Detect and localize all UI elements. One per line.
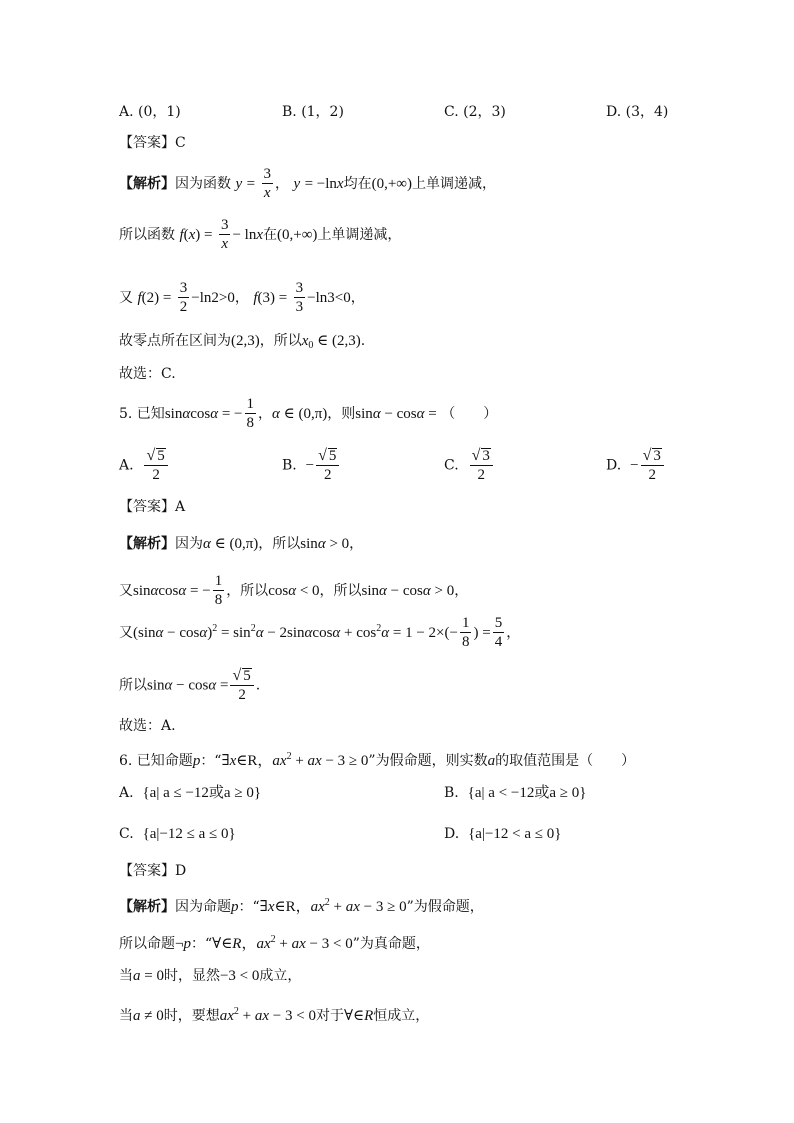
q6-option-d: D. {a|−12 < a ≤ 0} <box>444 826 562 842</box>
q5-analysis-line-1: 【解析】因为α ∈ (0,π)，所以sinα > 0， <box>119 536 364 552</box>
q4-answer: 【答案】C <box>119 135 186 151</box>
q5-analysis-line-2: 又sinαcosα = − $\frac{1}{8}$ ，所以cosα < 0，所以sinα − cosα > 0， <box>119 573 469 608</box>
q6-analysis-line-1: 【解析】因为命题p：“∃x∈R，$ax^2$ + ax − 3 ≥ 0”为假命题， <box>119 897 484 915</box>
q6-analysis-line-2: 所以命题¬p：“∀∈R，$ax^2$ + ax − 3 < 0”为真命题， <box>119 934 430 952</box>
q4-option-a: A. (0，1) <box>119 104 181 120</box>
q4-analysis-line-3: 又 f(2) = $\frac{3}{2}$ −ln2>0， f(3) = $\frac{3}{3}$ −ln3<0， <box>119 280 365 315</box>
q6-option-b: B. {a| a < −12或a ≥ 0} <box>444 785 587 801</box>
q5-option-c: C. $\frac{√ 3}{2}$ <box>444 448 495 483</box>
q5-analysis-line-4: 所以sinα − cosα = $\frac{√ 5}{2}$ . <box>119 667 261 703</box>
q6-analysis-line-4: 当a ≠ 0时，要想$ax^2$ + ax − 3 < 0对于∀∈R恒成立， <box>119 1006 430 1024</box>
q4-choose: 故选：C. <box>119 366 176 382</box>
q4-option-d: D. (3，4) <box>606 104 669 120</box>
q5-choose: 故选：A. <box>119 718 176 734</box>
q6-option-c: C. {a|−12 ≤ a ≤ 0} <box>119 826 236 842</box>
q5-stem: 5. 已知sinαcosα = − $\frac{1}{8}$ ，α ∈ (0,π)，则sinα − cosα = （ ） <box>119 396 498 431</box>
q6-analysis-line-3: 当a = 0时，显然−3 < 0成立， <box>119 968 302 984</box>
q4-option-c: C. (2，3) <box>444 104 506 120</box>
q5-option-a: A. $\frac{√ 5}{2}$ <box>119 448 170 483</box>
q5-analysis-line-3: 又$(\sin\alpha - \cos\alpha)^2 = \sin^2\alpha - 2\sin\alpha\cos\alpha + \cos^2\alpha = 1 - 2\times(-$ $\frac{1}{8}$ ) = $\frac{5}{4}$ ， <box>119 615 521 650</box>
q6-option-a: A. {a| a ≤ −12或a ≥ 0} <box>119 785 262 801</box>
q6-stem: 6. 已知命题p：“∃x∈R，$ax^2$ + ax − 3 ≥ 0”为假命题，则实数a的取值范围是（ ） <box>119 751 636 769</box>
q4-analysis-line-4: 故零点所在区间为(2,3)，所以$x_0$ ∈ (2,3). <box>119 333 366 351</box>
q6-answer: 【答案】D <box>119 863 187 879</box>
q5-option-d: D. − $\frac{√ 3}{2}$ <box>606 448 666 483</box>
q4-analysis-line-1: 【解析】因为函数 y = $\frac{3}{x}$ ， y = −lnx均在(0,+∞)上单调递减， <box>119 166 496 201</box>
q4-analysis-line-2: 所以函数 f(x) = $\frac{3}{x}$ − lnx在(0,+∞)上单调递减， <box>119 217 402 252</box>
q4-option-b: B. (1，2) <box>282 104 344 120</box>
q5-answer: 【答案】A <box>119 499 186 515</box>
q5-option-b: B. − $\frac{√ 5}{2}$ <box>282 448 341 483</box>
